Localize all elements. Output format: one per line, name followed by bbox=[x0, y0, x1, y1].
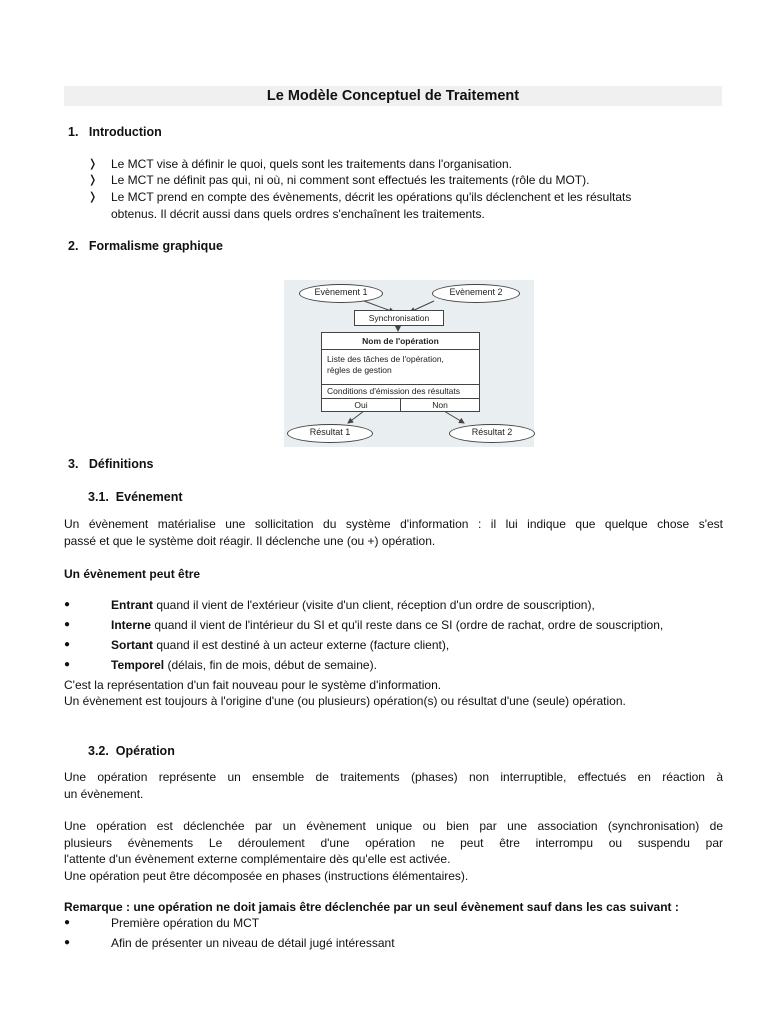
bullet-icon: ● bbox=[64, 659, 71, 670]
event2-ellipse: Evènement 2 bbox=[432, 284, 520, 303]
bullet-icon: ● bbox=[64, 619, 71, 630]
bullet-icon: ● bbox=[64, 599, 71, 610]
bullet-icon: ● bbox=[64, 937, 71, 948]
operation-box bbox=[321, 332, 480, 412]
outcome-no: Non bbox=[432, 400, 448, 410]
operation-outcomes bbox=[322, 399, 479, 412]
evenement-types-heading: Un évènement peut être bbox=[64, 567, 201, 581]
operation-paragraph-1: Une opération représente un ensemble de traitements (phases) non interruptible, effectués en réaction à un évènement. bbox=[64, 770, 723, 801]
section-heading-formalisme: 2. Formalisme graphique bbox=[68, 239, 223, 253]
operation-conditions: Conditions d'émission des résultats bbox=[322, 385, 479, 399]
chevron-right-icon: ❭ bbox=[88, 158, 98, 170]
result1-ellipse: Résultat 1 bbox=[287, 424, 373, 443]
subsection-heading-operation: 3.2. Opération bbox=[88, 744, 175, 758]
subsection-heading-evenement: 3.1. Evénement bbox=[88, 490, 183, 504]
chevron-right-icon: ❭ bbox=[88, 174, 98, 186]
operation-tasks: Liste des tâches de l'opération, règles de gestion bbox=[322, 350, 479, 385]
remark-text: Remarque : une opération ne doit jamais être déclenchée par un seul évènement sauf dans les cas suivant : bbox=[64, 900, 679, 914]
outcome-yes: Oui bbox=[322, 399, 401, 412]
mct-diagram bbox=[284, 280, 534, 447]
sync-box: Synchronisation bbox=[354, 310, 444, 326]
event1-ellipse: Evènement 1 bbox=[299, 284, 383, 303]
bullet-icon: ● bbox=[64, 917, 71, 928]
evenement-summary-1: C'est la représentation d'un fait nouveau pour le système d'information. bbox=[64, 678, 442, 692]
chevron-right-icon: ❭ bbox=[88, 191, 98, 203]
page-title: Le Modèle Conceptuel de Traitement bbox=[266, 88, 520, 104]
operation-paragraph-2: Une opération est déclenchée par un évènement unique ou bien par une association (synchronisation) de plusieurs évènements Le déroulement d'une opération ne peut être interrompu ou suspendu par l'attente d'un évènement externe complémentaire dès qu'elle est activée. Une opération peut être décomposée en phases (instructions élémentaires). bbox=[64, 819, 723, 883]
section-heading-introduction: 1. Introduction bbox=[68, 125, 162, 139]
operation-name: Nom de l'opération bbox=[322, 333, 479, 350]
bullet-icon: ● bbox=[64, 639, 71, 650]
evenement-paragraph: Un évènement matérialise une sollicitation du système d'information : il lui indique que quelque chose s'est passé et que le système doit réagir. Il déclenche une (ou +) opération. bbox=[64, 517, 723, 548]
evenement-summary-2: Un évènement est toujours à l'origine d'une (ou plusieurs) opération(s) ou résultat d'une (seule) opération. bbox=[64, 694, 626, 708]
section-heading-definitions: 3. Définitions bbox=[68, 457, 154, 471]
result2-ellipse: Résultat 2 bbox=[449, 424, 535, 443]
